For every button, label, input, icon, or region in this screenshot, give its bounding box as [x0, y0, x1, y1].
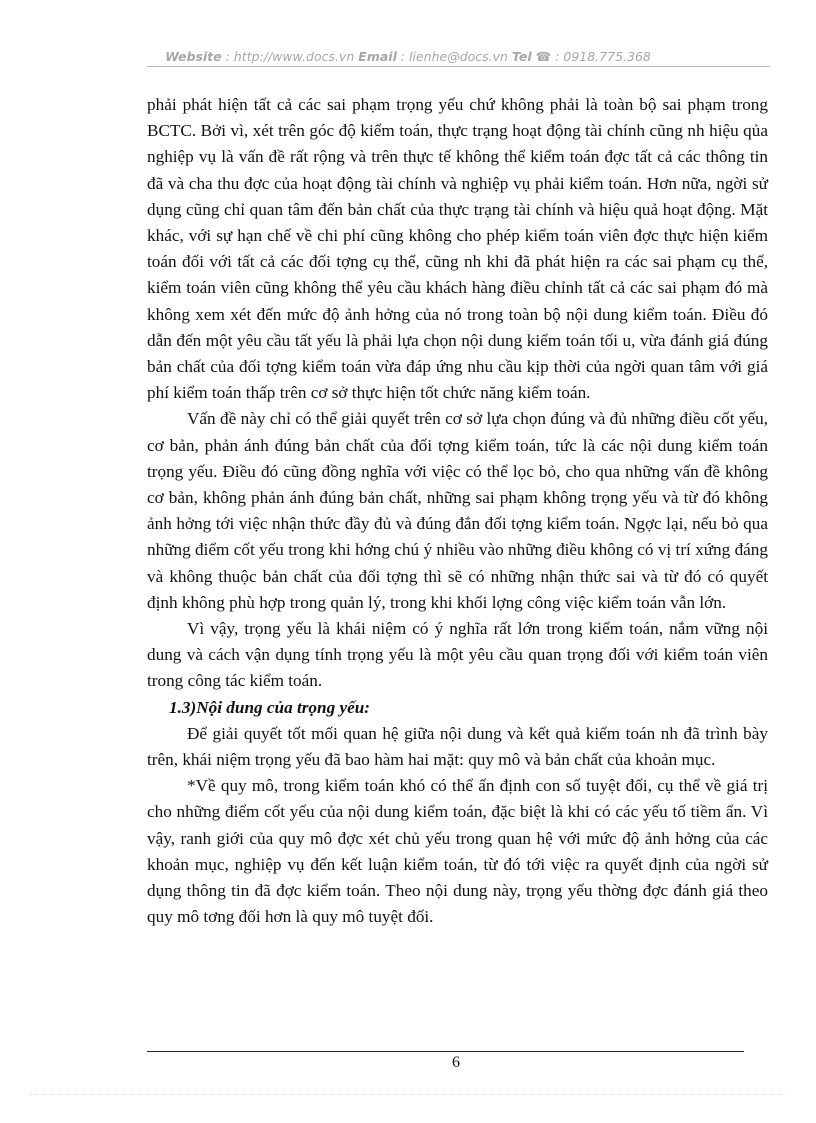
phone-icon: ☎ [535, 49, 552, 64]
page-bottom-border [30, 1094, 786, 1095]
footer-divider [147, 1051, 744, 1052]
paragraph-5: *Về quy mô, trong kiểm toán khó có thể ấn định con số tuyệt đối, cụ thể về giá trị cho những điểm cốt yếu của nội dung kiểm toán, đặc biệt là khi có các yếu tố tiềm ẩn. Vì vậy, ranh giới của quy mô đợc xét chủ yếu trong quan hệ với mức độ ảnh hởng của các khoản mục, nghiệp vụ đến kết luận kiểm toán, từ đó tới việc ra quyết định của ngời sử dụng thông tin đã đợc kiểm toán. Theo nội dung này, trọng yếu thờng đợc đánh giá theo quy mô tơng đối hơn là quy mô tuyệt đối. [147, 776, 768, 927]
header-divider [147, 66, 770, 67]
page-number: 6 [452, 1054, 460, 1071]
section-heading: 1.3)Nội dung của trọng yếu: [169, 697, 371, 717]
paragraph-4: Để giải quyết tốt mối quan hệ giữa nội dung và kết quả kiểm toán nh đã trình bày trên, khái niệm trọng yếu đã bao hàm hai mặt: quy mô và bản chất của khoản mục. [147, 723, 768, 770]
email-address[interactable]: : lienhe@docs.vn [400, 49, 508, 64]
email-label: Email [358, 49, 397, 64]
page-header [0, 49, 816, 64]
website-url[interactable]: : http://www.docs.vn [225, 49, 355, 64]
tel-number: : 0918.775.368 [555, 49, 651, 64]
paragraph-1: phải phát hiện tất cả các sai phạm trọng yếu chứ không phải là toàn bộ sai phạm trong BCTC. Bởi vì, xét trên góc độ kiểm toán, thực trạng hoạt động tài chính cũng nh hiệu qủa nghiệp vụ là vấn đề rất rộng và trên thực tế không thể kiểm toán đợc tất cả các thông tin đã và cha thu đợc của hoạt động tài chính và nghiệp vụ phải kiểm toán. Hơn nữa, ngời sử dụng cũng chỉ quan tâm đến bản chất của thực trạng tài chính và hiệu quả hoạt động. Mặt khác, với sự hạn chế về chi phí cũng không cho phép kiểm toán viên đợc thực hiện kiểm toán đối với tất cả các đối tợng cụ thể, cũng nh khi đã phát hiện ra các sai phạm cụ thể, kiểm toán viên cũng không thể yêu cầu khách hàng điều chỉnh tất cả các sai phạm đó mà không xem xét đến mức độ ảnh hởng của nó trong toàn bộ nội dung kiểm toán. Điều đó dẫn đến một yêu cầu tất yếu là phải lựa chọn nội dung kiểm toán tối u, vừa đánh giá đúng bản chất của đối tợng kiểm toán vừa đáp ứng nhu cầu kịp thời của ngời quan tâm với giá phí kiểm toán thấp trên cơ sở thực hiện tốt chức năng kiểm toán. [147, 95, 768, 403]
tel-label: Tel [511, 49, 532, 64]
website-label: Website [165, 49, 222, 64]
document-body [147, 92, 768, 931]
paragraph-2: Vấn đề này chỉ có thể giải quyết trên cơ sở lựa chọn đúng và đủ những điều cốt yếu, cơ bản, phản ánh đúng bản chất của đối tợng kiểm toán, tức là các nội dung kiểm toán trọng yếu. Điều đó cũng đồng nghĩa với việc có thể lọc bỏ, cho qua những vấn đề không cơ bản, không phản ánh đúng bản chất, những sai phạm không trọng yếu và từ đó không ảnh hởng tới việc nhận thức đầy đủ và đúng đắn đối tợng kiểm toán. Ngợc lại, nếu bỏ qua những điểm cốt yếu trong khi hớng chú ý nhiều vào những điều không có vị trí xứng đáng và không thuộc bản chất của đối tợng thì sẽ có những nhận thức sai và từ đó có quyết định không phù hợp trong quản lý, trong khi khối lợng công việc kiểm toán vẫn lớn. [147, 409, 768, 612]
paragraph-3: Vì vậy, trọng yếu là khái niệm có ý nghĩa rất lớn trong kiểm toán, nắm vững nội dung và cách vận dụng tính trọng yếu là một yêu cầu quan trọng đối với kiểm toán viên trong công tác kiểm toán. [147, 619, 768, 691]
